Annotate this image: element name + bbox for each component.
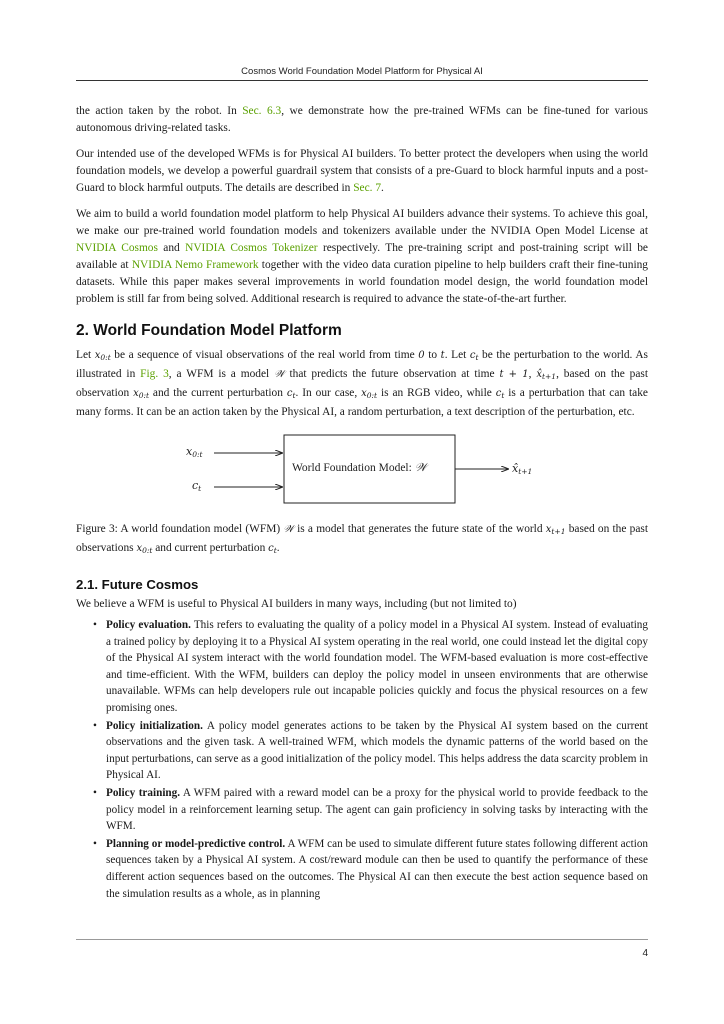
link-nvidia-nemo-framework[interactable]: NVIDIA Nemo Framework — [131, 259, 259, 271]
paragraph-section-2 — [76, 347, 648, 421]
page-body — [76, 103, 648, 903]
math-sub: 0:t — [366, 391, 378, 400]
text-run: and — [157, 242, 186, 254]
math-sub: t — [501, 391, 505, 400]
figure-3-caption — [76, 521, 648, 559]
section-heading-2-1: 2.1. Future Cosmos — [76, 577, 199, 592]
link-sec-6-3[interactable]: Sec. 6.3 — [242, 105, 282, 117]
math-sub: t — [475, 353, 479, 362]
math-sub: t — [273, 546, 277, 555]
math-sub: t+1 — [542, 372, 557, 381]
bullet-title: Policy training. — [106, 786, 181, 799]
text-run: based on the past observations — [76, 523, 649, 554]
math-x0t — [133, 388, 149, 399]
math-x0t — [136, 543, 152, 554]
math-W: 𝒲 — [274, 369, 285, 380]
text-run: respectively. The pre-training script and post-training script will be available at — [76, 242, 648, 271]
text-run: is an RGB video, while — [377, 387, 496, 399]
list-item — [76, 785, 648, 835]
math-var: x — [94, 350, 101, 361]
math-var: c — [469, 350, 476, 361]
text-run: Let — [76, 349, 95, 361]
text-run: the action taken by the robot. In — [76, 105, 243, 117]
math-var: x — [133, 388, 139, 399]
text-run: Figure 3: A world foundation model (WFM) — [76, 523, 284, 535]
text-run: , a WFM is a model — [168, 368, 275, 380]
math-sub: t+1 — [551, 527, 566, 536]
text-run: be the perturbation to the world. As illustrated in — [76, 349, 648, 380]
footer-rule — [76, 939, 648, 940]
math-t-plus-1: t + 1 — [499, 369, 529, 380]
math-sub: t — [292, 391, 296, 400]
running-header: Cosmos World Foundation Model Platform for Physical AI — [241, 66, 483, 77]
paragraph-section-2-1-intro: We believe a WFM is useful to Physical AI builders in many ways, including (but not limited to) — [76, 598, 517, 610]
text-run: together with the video data curation pipeline to help builders craft their fine-tuning datasets. While this paper makes several improvements in world foundation model design, the world foundation model problem is still far from being solved. Additional research is required to advance the state-of-the-art further. — [76, 259, 649, 305]
math-t: t — [440, 350, 445, 361]
bullet-title: Planning or model-predictive control. — [106, 837, 286, 850]
bullet-dot: • — [93, 719, 97, 732]
text-run: We aim to build a world foundation model platform to help Physical AI builders advance their systems. To achieve this goal, we make our pre-trained world foundation models and tokenizers available under the NVIDIA Open Model License at — [76, 208, 648, 237]
bullet-title: Policy evaluation. — [106, 619, 191, 631]
math-var: x — [136, 543, 143, 554]
bullet-text: A WFM paired with a reward model can be a proxy for the physical world to provide feedback to the policy model in a reinforcement learning setup. The agent can gain proficiency in solving tasks by interacting with the WFM. — [106, 786, 648, 833]
math-sub: 0:t — [142, 546, 153, 555]
paragraph-intro-3 — [76, 206, 648, 308]
bullet-text: This refers to evaluating the quality of a policy model in a Physical AI system. Instead of evaluating a trained policy by deploying it to a Physical AI system operating in the real world, one could instead let the digital copy of the Physical AI system interact with the world foundation model. The WFM-based evaluation is more cost-effective and time-efficient. With the WFM, builders can deploy the policy model in unseen environments that are otherwise unavailable. WFMs can help developers rule out incapable policies quickly and focus the physical resources on a few promising ones. — [106, 619, 648, 714]
text-run: and current perturbation — [152, 542, 269, 554]
input-x0t-label: x0:t — [186, 445, 203, 459]
text-run: Our intended use of the developed WFMs is for Physical AI builders. To better protect the developers when using the world foundation models, we develop a powerful guardrail system that consists of a pre-Guard to block harmful inputs and a post-Guard to block harmful outputs. The details are described in — [76, 148, 648, 194]
link-nvidia-cosmos-tokenizer[interactable]: NVIDIA Cosmos Tokenizer — [185, 242, 318, 254]
math-var: x̂ — [536, 369, 542, 380]
use-case-list — [76, 617, 648, 902]
text-run: . In our case, — [295, 387, 362, 399]
math-xt1 — [546, 524, 566, 535]
text-run: , — [528, 368, 537, 380]
bullet-text: A WFM can be used to simulate different future states following different action sequences taken by a Physical AI system. A cost/reward module can then be used to quantify the performance of these different action sequences based on the outcomes. The Physical AI can then execute the best action sequence based on the simulation results as a whole, as in planning — [106, 837, 649, 900]
text-run: and the current perturbation — [149, 387, 287, 399]
link-nvidia-cosmos[interactable]: NVIDIA Cosmos — [76, 242, 158, 254]
text-run: is a perturbation that can take many forms. It can be an action taken by the Physical AI, a random perturbation, a text description of the perturbation, etc. — [76, 387, 648, 418]
paragraph-intro-1 — [76, 103, 648, 137]
math-sub: 0:t — [100, 353, 111, 362]
math-var: x — [545, 524, 552, 535]
wfm-diagram-svg — [76, 433, 648, 513]
math-zero: 0 — [418, 350, 425, 361]
input-ct-label: ct — [192, 479, 202, 493]
bullet-dot: • — [93, 837, 97, 850]
text-run: is a model that generates the future state of the world — [293, 523, 546, 535]
figure-3-diagram — [76, 433, 648, 513]
link-sec-7[interactable]: Sec. 7 — [353, 182, 382, 194]
list-item — [76, 836, 648, 902]
bullet-text: A policy model generates actions to be taken by the Physical AI system based on the current observations and the given task. A well-trained WFM, which models the dynamic patterns of the world based on the input perturbations, can serve as a good initialization of the policy model. This helps address the data scarcity problem in Physical AI. — [106, 719, 648, 782]
math-var: c — [495, 388, 502, 399]
text-run: , we demonstrate how the pre-trained WFMs can be fine-tuned for various autonomous driving-related tasks. — [76, 105, 648, 134]
header-rule — [76, 80, 648, 81]
section-heading-2: 2. World Foundation Model Platform — [76, 322, 342, 339]
math-var: c — [286, 388, 293, 399]
list-item — [76, 617, 648, 717]
text-run: that predicts the future observation at time — [284, 368, 500, 380]
text-run: . Let — [444, 349, 470, 361]
link-fig-3[interactable]: Fig. 3 — [140, 368, 169, 380]
list-item — [76, 718, 648, 784]
math-sub: 0:t — [138, 391, 150, 400]
math-ct — [268, 543, 277, 554]
bullet-title: Policy initialization. — [106, 719, 203, 732]
math-var: x — [361, 388, 367, 399]
math-W: 𝒲 — [283, 524, 294, 535]
text-run: to — [424, 349, 441, 361]
paragraph-intro-2 — [76, 146, 648, 197]
page-number: 4 — [642, 948, 648, 959]
output-xhat-label: x̂t+1 — [512, 462, 533, 476]
bullet-dot: • — [93, 786, 97, 799]
bullet-dot: • — [93, 619, 97, 631]
text-run: . — [381, 182, 384, 194]
wfm-box-label: World Foundation Model: 𝒲 — [292, 462, 427, 474]
text-run: , based on the past observation — [76, 368, 649, 399]
math-x0t — [361, 388, 377, 399]
text-run: be a sequence of visual observations of the real world from time — [110, 349, 419, 361]
math-xhat — [536, 369, 556, 380]
math-var: c — [268, 543, 274, 554]
math-x0t — [95, 350, 111, 361]
text-run: . — [276, 542, 280, 554]
